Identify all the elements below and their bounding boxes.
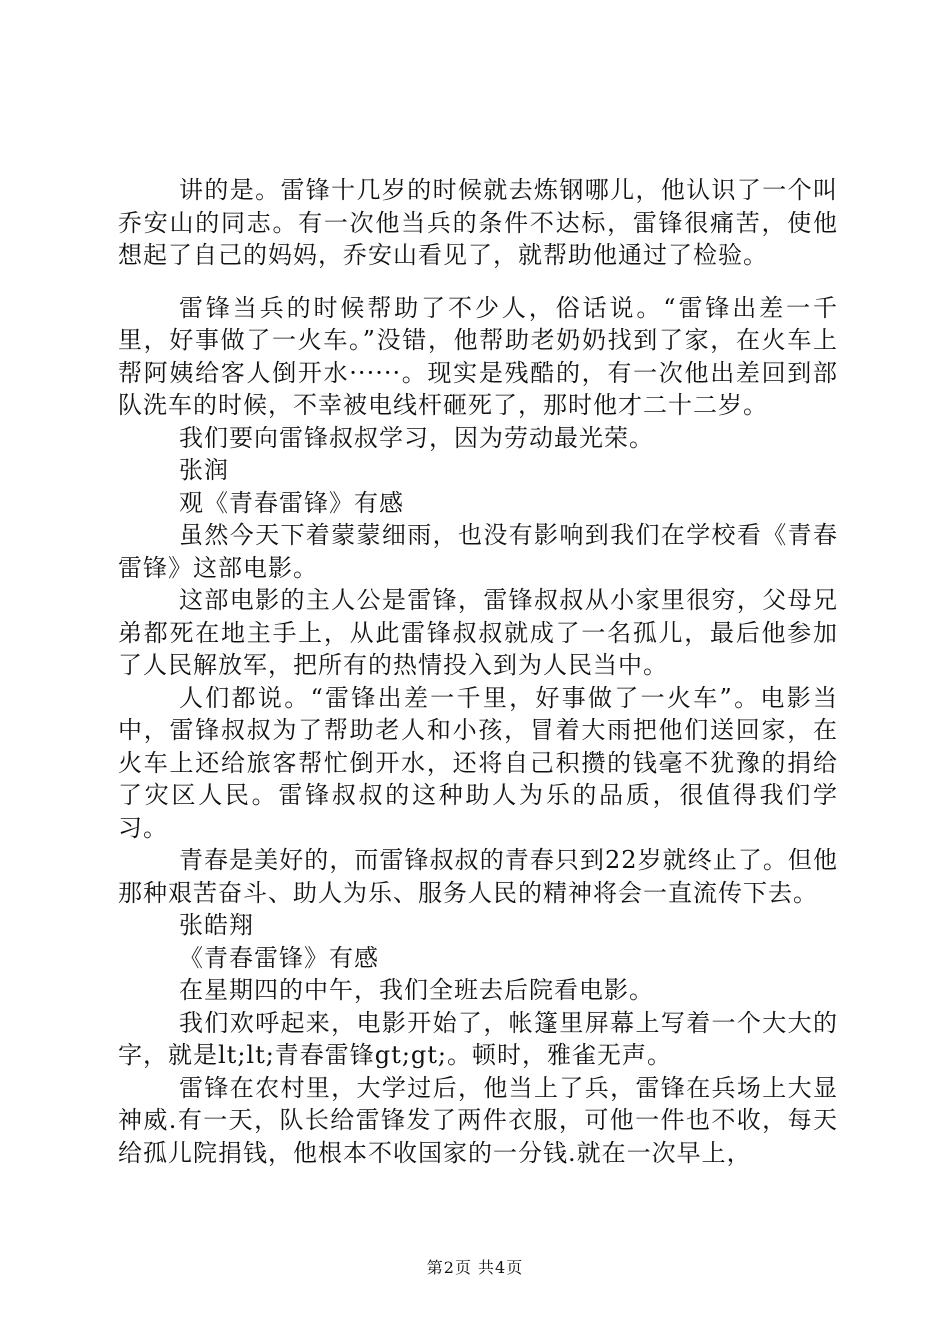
paragraph: 雷锋当兵的时候帮助了不少人，俗话说。“雷锋出差一千里，好事做了一火车。”没错，他帮助老奶奶找到了家，在火车上帮阿姨给客人倒开水······。现实是残酷的，有一次他出差回到部队洗车的时候，不幸被电线杆砸死了，那时他才二十二岁。 (118, 293, 838, 419)
essay-title: 《青春雷锋》有感 (179, 943, 379, 972)
paragraph: 雷锋在农村里，大学过后，他当上了兵，雷锋在兵场上大显神威.有一天，队长给雷锋发了两件衣服，可他一件也不收，每天给孤儿院捐钱，他根本不收国家的一分钱.就在一次早上， (118, 1073, 838, 1167)
document-body (118, 174, 838, 1169)
paragraph: 虽然今天下着蒙蒙细雨，也没有影响到我们在学校看《青春雷锋》这部电影。 (118, 521, 838, 582)
paragraph: 我们要向雷锋叔叔学习，因为劳动最光荣。 (179, 423, 654, 452)
author-name: 张皓翔 (179, 911, 254, 939)
paragraph: 讲的是。雷锋十几岁的时候就去炼钢哪儿，他认识了一个叫乔安山的同志。有一次他当兵的条件不达标，雷锋很痛苦，使他想起了自己的妈妈，乔安山看见了，就帮助他通过了检验。 (118, 176, 838, 269)
paragraph: 我们欢呼起来，电影开始了，帐篷里屏幕上写着一个大大的字，就是lt;lt;青春雷锋gt;gt;。顿时，雅雀无声。 (118, 1008, 838, 1069)
paragraph: 人们都说。“雷锋出差一千里，好事做了一火车”。电影当中，雷锋叔叔为了帮助老人和小孩，冒着大雨把他们送回家，在火车上还给旅客帮忙倒开水，还将自己积攒的钱毫不犹豫的捐给了灾区人民。雷锋叔叔的这种助人为乐的品质，很值得我们学习。 (118, 683, 838, 842)
paragraph: 在星期四的中午，我们全班去后院看电影。 (179, 976, 654, 1004)
paragraph: 这部电影的主人公是雷锋，雷锋叔叔从小家里很穷，父母兄弟都死在地主手上，从此雷锋叔叔就成了一名孤儿，最后他参加了人民解放军，把所有的热情投入到为人民当中。 (118, 586, 838, 679)
page-number-footer: 第2页 共4页 (426, 1258, 524, 1277)
essay-title: 观《青春雷锋》有感 (179, 488, 404, 517)
author-name: 张润 (179, 456, 229, 484)
paragraph: 青春是美好的，而雷锋叔叔的青春只到22岁就终止了。但他那种艰苦奋斗、助人为乐、服务人民的精神将会一直流传下去。 (118, 846, 838, 907)
